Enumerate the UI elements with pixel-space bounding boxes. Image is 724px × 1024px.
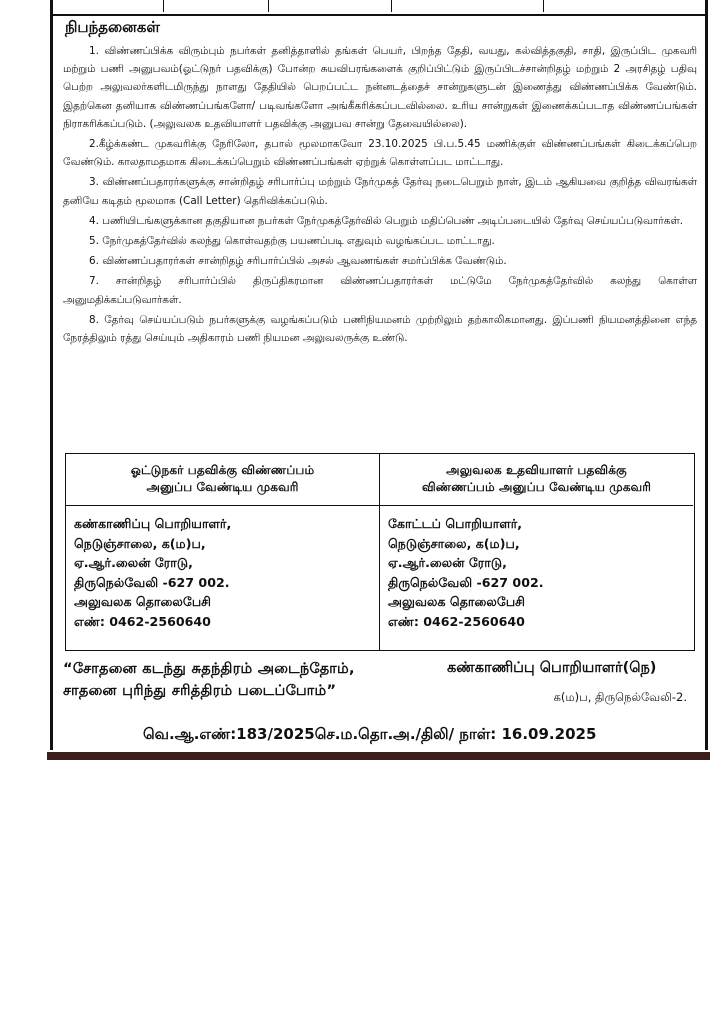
address-table bbox=[65, 453, 695, 651]
signatory-title: கண்காணிப்பு பொறியாளர்(நெ) bbox=[447, 660, 657, 676]
condition-7: 7. சான்றிதழ் சரிபார்ப்பில் திருப்திகரமான விண்ணப்பதாரர்கள் மட்டுமே நேர்முகத்தேர்வில் கலந்து கொள்ள அனுமதிக்கப்படுவார்கள். bbox=[63, 275, 697, 306]
address-line: ஏ.ஆர்.லைன் ரோடு, bbox=[388, 555, 507, 570]
address-line: ஏ.ஆர்.லைன் ரோடு, bbox=[74, 555, 193, 570]
condition-3: 3. விண்ணப்பதாரர்களுக்கு சான்றிதழ் சரிபார்ப்பு மற்றும் நேர்முகத் தேர்வு நடைபெறும் நாள், இடம் ஆகியவை குறித்த விவரங்கள் தனியே கடிதம் மூலமாக (Call Letter) தெரிவிக்கப்படும். bbox=[63, 176, 697, 207]
strip-divider bbox=[163, 0, 164, 12]
signatory-office: க(ம)ப, திருநெல்வேலி-2. bbox=[553, 690, 687, 704]
office-assistant-address-column bbox=[380, 454, 693, 650]
address-line: திருநெல்வேலி -627 002. bbox=[74, 574, 230, 590]
top-table-strip bbox=[53, 0, 705, 16]
slogan-line: “சோதனை கடந்து சுதந்திரம் அடைந்தோம், bbox=[63, 661, 355, 677]
notice-sheet bbox=[50, 0, 708, 750]
office-assistant-address-header bbox=[380, 454, 693, 506]
office-assistant-address-body bbox=[380, 506, 693, 631]
strip-divider bbox=[268, 0, 269, 12]
bottom-border-bar bbox=[47, 752, 710, 760]
condition-6: 6. விண்ணப்பதாரர்கள் சான்றிதழ் சரிபார்ப்பில் அசல் ஆவணங்கள் சமர்ப்பிக்க வேண்டும். bbox=[89, 255, 507, 268]
header-line: அலுவலக உதவியாளர் பதவிக்கு bbox=[446, 463, 627, 477]
address-line: அலுவலக தொலைபேசி bbox=[388, 594, 526, 609]
strip-divider bbox=[543, 0, 544, 12]
address-line: நெடுஞ்சாலை, க(ம)ப, bbox=[74, 535, 206, 551]
condition-1: 1. விண்ணப்பிக்க விரும்பும் நபர்கள் தனித்தாளில் தங்கள் பெயர், பிறந்த தேதி, வயது, கல்வித்தகுதி, சாதி, இருப்பிட முகவரி மற்றும் பணி அனுபவம்(ஓட்டுநர் பதவிக்கு) போன்ற சுயவிபரங்களைக் குறிப்பிட்டும் இருப்பிடச்சான்றிதழ் மற்றும் 2 அரசிதழ் பதிவு பெற்ற அலுவலர்களிடமிருந்து நாளது தேதியில் பெறப்பட்ட நன்னடத்தைச் சான்றுகளுடன் இணைத்து விண்ணப்பிக்க வேண்டும். இதற்கென தனியாக விண்ணப்பங்களோ/ படிவங்களோ அங்கீகரிக்கப்படவில்லை. உரிய சான்றுகள் இணைக்கப்படாத விண்ணப்பங்கள் நிராகரிக்கப்படும். (அலுவலக உதவியாளர் பதவிக்கு அனுபவ சான்று தேவையில்லை). bbox=[63, 45, 697, 130]
driver-address-body bbox=[66, 506, 379, 631]
address-line: திருநெல்வேலி -627 002. bbox=[388, 574, 544, 590]
driver-address-header bbox=[66, 454, 379, 506]
signatory-block bbox=[447, 660, 695, 706]
address-line: கண்காணிப்பு பொறியாளர், bbox=[74, 516, 232, 531]
condition-2: 2.கீழ்க்கண்ட முகவரிக்கு நேரிலோ, தபால் மூலமாகவோ 23.10.2025 பி.ப.5.45 மணிக்குள் விண்ணப்பங்கள் கிடைக்கப்பெற வேண்டும். காலதாமதமாக கிடைக்கப்பெறும் விண்ணப்பங்கள் ஏற்றுக் கொள்ளப்பட மாட்டாது. bbox=[63, 138, 697, 169]
driver-address-column bbox=[66, 454, 380, 650]
condition-5: 5. நேர்முகத்தேர்வில் கலந்து கொள்வதற்கு பயணப்படி எதுவும் வழங்கப்பட மாட்டாது. bbox=[89, 235, 495, 248]
slogan bbox=[63, 658, 423, 702]
reference-number: வெ.ஆ.எண்:183/2025செ.ம.தொ.அ./திலி/ நாள்: 16.09.2025 bbox=[143, 725, 597, 743]
header-line: அனுப்ப வேண்டிய முகவரி bbox=[146, 480, 299, 494]
conditions-list bbox=[63, 42, 697, 349]
header-line: விண்ணப்பம் அனுப்ப வேண்டிய முகவரி bbox=[421, 480, 652, 494]
condition-4: 4. பணியிடங்களுக்கான தகுதியான நபர்கள் நேர்முகத்தேர்வில் பெறும் மதிப்பெண் அடிப்படையில் தேர்வு செய்யப்படுவார்கள். bbox=[89, 214, 684, 227]
slogan-line: சாதனை புரிந்து சரித்திரம் படைப்போம்” bbox=[63, 683, 337, 699]
address-line: நெடுஞ்சாலை, க(ம)ப, bbox=[388, 535, 520, 551]
address-line: அலுவலக தொலைபேசி bbox=[74, 594, 212, 609]
address-line: எண்: 0462-2560640 bbox=[74, 613, 211, 629]
strip-divider bbox=[391, 0, 392, 12]
conditions-heading: நிபந்தனைகள் bbox=[65, 18, 160, 36]
address-line: எண்: 0462-2560640 bbox=[388, 613, 525, 629]
condition-8: 8. தேர்வு செய்யப்படும் நபர்களுக்கு வழங்கப்படும் பணிநியமனம் முற்றிலும் தற்காலிகமானது. இப்பணி நியமனத்தினை எந்த நேரத்திலும் ரத்து செய்யும் அதிகாரம் பணி நியமன அலுவலருக்கு உண்டு. bbox=[63, 313, 697, 345]
address-line: கோட்டப் பொறியாளர், bbox=[388, 516, 523, 531]
header-line: ஓட்டுநகர் பதவிக்கு விண்ணப்பம் bbox=[130, 463, 315, 477]
